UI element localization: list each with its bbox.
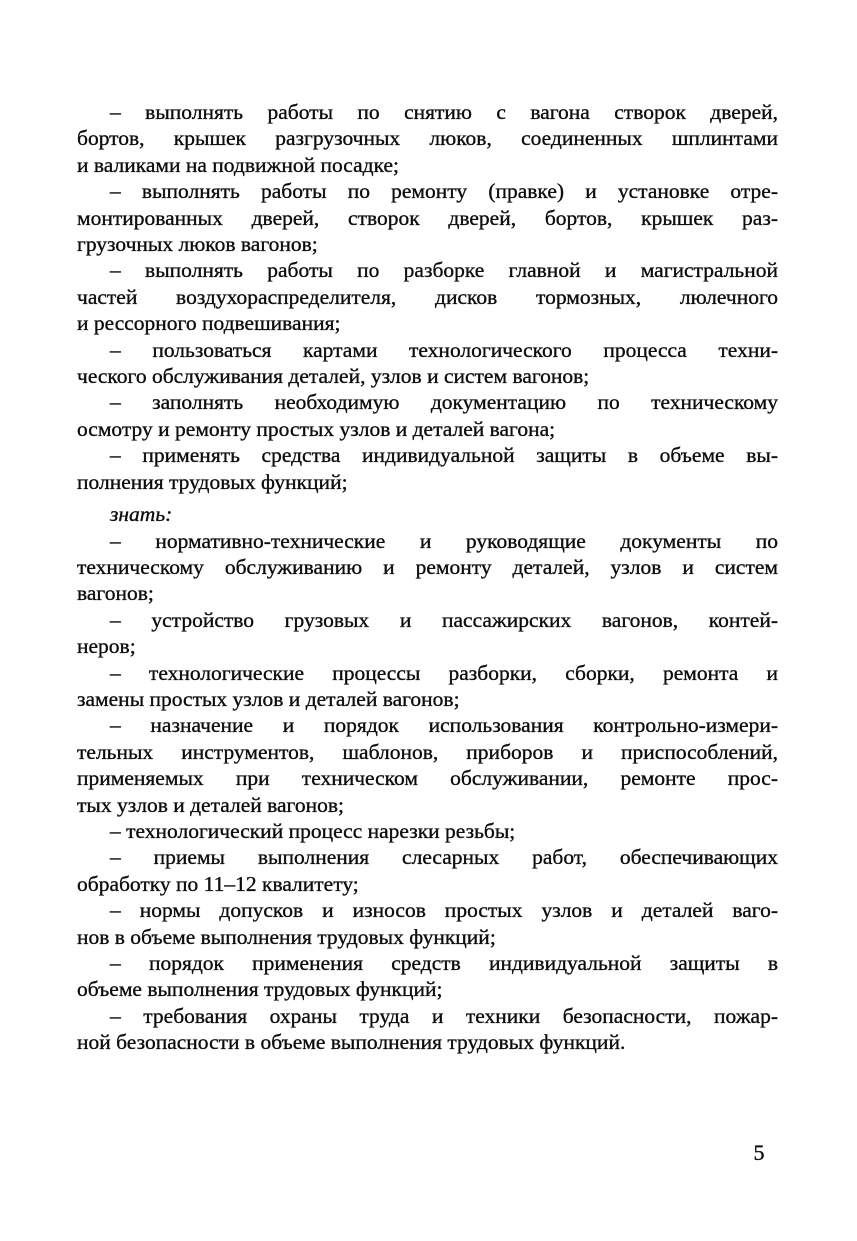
list-item [77,528,778,607]
list-item [77,712,778,818]
text-column [77,99,778,1056]
list-item [77,178,778,257]
text-line: вагонов; [77,581,154,606]
text-line: полнения трудовых функций; [77,469,348,494]
list-item [77,897,778,950]
text-line: монтированных дверей, створок дверей, бортов, крышек раз- [77,205,778,230]
list-item [77,818,778,844]
text-line: – выполнять работы по снятию с вагона створок дверей, [110,100,778,124]
text-line: знать: [110,502,173,527]
list-item [77,950,778,1003]
text-line: тых узлов и деталей вагонов; [77,792,344,817]
text-line: – технологический процесс нарезки резьбы; [110,818,516,843]
text-line: объеме выполнения трудовых функций; [77,977,443,1002]
list-item [77,337,778,390]
text-line: – применять средства индивидуальной защиты в объеме вы- [110,443,778,468]
list-item [77,442,778,495]
list-item [77,257,778,336]
italic-heading [77,501,778,527]
list-item [77,844,778,897]
text-line: – устройство грузовых и пассажирских вагонов, контей- [110,607,778,632]
text-line: техническому обслуживанию и ремонту деталей, узлов и систем [77,554,778,579]
list-item [77,607,778,660]
list-item [77,389,778,442]
list-item [77,1003,778,1056]
text-line: – назначение и порядок использования контрольно-измери- [110,713,778,738]
text-line: и валиками на подвижной посадке; [77,152,400,177]
text-line: бортов, крышек разгрузочных люков, соединенных шплинтами [77,126,778,151]
text-line: и рессорного подвешивания; [77,311,341,336]
text-line: частей воздухораспределителя, дисков тормозных, люлечного [77,284,778,309]
text-line: – выполнять работы по разборке главной и магистральной [110,258,778,283]
text-line: грузочных люков вагонов; [77,232,318,257]
text-line: ческого обслуживания деталей, узлов и систем вагонов; [77,364,590,389]
list-item [77,660,778,713]
text-line: – приемы выполнения слесарных работ, обеспечивающих [110,845,778,870]
text-line: – заполнять необходимую документацию по техническому [110,390,778,415]
text-line: – нормы допусков и износов простых узлов и деталей ваго- [110,898,778,923]
text-line: замены простых узлов и деталей вагонов; [77,686,460,711]
list-item [77,99,778,178]
page-number: 5 [753,1140,765,1165]
text-line: – порядок применения средств индивидуальной защиты в [110,951,778,975]
text-line: – технологические процессы разборки, сборки, ремонта и [110,660,778,685]
text-line: нов в объеме выполнения трудовых функций; [77,924,496,949]
text-line: ной безопасности в объеме выполнения трудовых функций. [77,1030,626,1055]
text-line: – требования охраны труда и техники безопасности, пожар- [110,1003,778,1028]
text-line: неров; [77,634,136,659]
text-line: – выполнять работы по ремонту (правке) и установке отре- [110,179,778,204]
text-line: применяемых при техническом обслуживании, ремонте прос- [77,766,778,791]
text-line: – нормативно-технические и руководящие документы по [110,528,778,553]
text-line: – пользоваться картами технологического процесса техни- [110,337,778,362]
text-line: обработку по 11–12 квалитету; [77,871,359,896]
text-line: тельных инструментов, шаблонов, приборов и приспособлений, [77,739,778,764]
text-line: осмотру и ремонту простых узлов и деталей вагона; [77,416,556,441]
